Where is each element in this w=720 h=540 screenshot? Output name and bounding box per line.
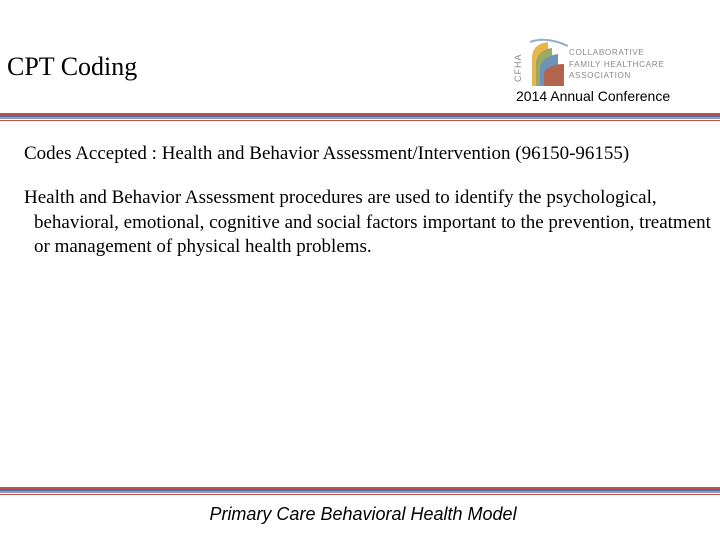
logo-mark-icon xyxy=(512,38,572,88)
conference-label: 2014 Annual Conference xyxy=(516,88,671,104)
top-divider xyxy=(0,113,720,121)
codes-accepted-text: Codes Accepted : Health and Behavior Assessment/Intervention (96150-96155) xyxy=(24,143,630,164)
description-paragraph: Health and Behavior Assessment procedures are used to identify the psychological, behavioral, emotional, cognitive and social factors important to the prevention, treatment or management of physical health problems. xyxy=(24,187,711,257)
svg-text:CFHA: CFHA xyxy=(513,53,523,82)
logo-wordmark: COLLABORATIVE FAMILY HEALTHCARE ASSOCIATION xyxy=(569,48,665,80)
bottom-divider xyxy=(0,487,720,495)
cfha-logo xyxy=(512,38,682,88)
slide-title: CPT Coding xyxy=(7,52,138,81)
footer-text: Primary Care Behavioral Health Model xyxy=(209,504,517,524)
